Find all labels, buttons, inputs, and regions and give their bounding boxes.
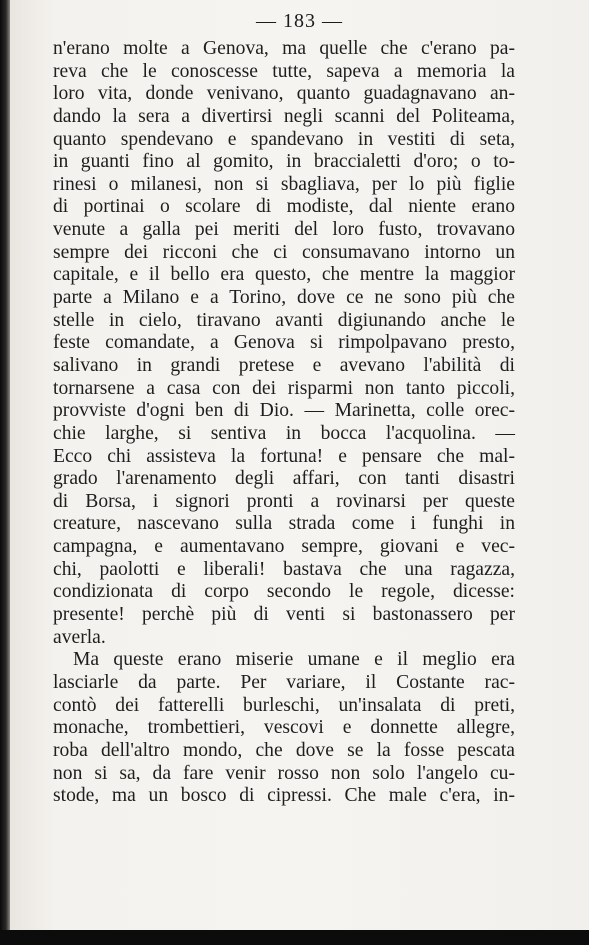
- text-line: feste comandate, a Genova si rimpolpavano presto,: [53, 332, 515, 354]
- text-line: grado l'arenamento degli affari, con tanti disastri: [53, 468, 515, 490]
- text-line: n'erano molte a Genova, ma quelle che c'erano pa-: [53, 38, 515, 59]
- text-line: roba dell'altro mondo, che dove se la fosse pescata: [53, 739, 515, 761]
- text-line: creature, nascevano sulla strada come i funghi in: [53, 513, 515, 535]
- body-text: [53, 38, 515, 808]
- text-line: sempre dei ricconi che ci consumavano intorno un: [53, 241, 515, 263]
- text-line: chie larghe, si sentiva in bocca l'acquolina. —: [53, 422, 515, 444]
- text-line: salivano in grandi pretese e avevano l'abilità di: [53, 354, 515, 376]
- text-line: condizionata di corpo secondo le regole, dicesse:: [53, 581, 515, 603]
- text-line: tornarsene a casa con dei risparmi non tanto piccoli,: [53, 377, 515, 399]
- text-line: Ecco chi assisteva la fortuna! e pensare che mal-: [53, 445, 515, 467]
- text-line: quanto spendevano e spandevano in vestiti di seta,: [53, 128, 515, 150]
- text-line: parte a Milano e a Torino, dove ce ne sono più che: [53, 287, 515, 309]
- text-line: contò dei fatterelli burleschi, un'insalata di preti,: [53, 694, 515, 716]
- page-bottom-edge: [0, 930, 589, 945]
- text-line: lasciarle da parte. Per variare, il Costante rac-: [53, 671, 515, 693]
- text-line: averla.: [53, 626, 106, 648]
- text-line: monache, trombettieri, vescovi e donnette allegre,: [53, 717, 515, 739]
- text-line: provviste d'ogni ben di Dio. — Marinetta, colle orec-: [53, 400, 515, 422]
- text-line: stode, ma un bosco di cipressi. Che male c'era, in-: [53, 785, 515, 807]
- text-line: reva che le conoscesse tutte, sapeva a memoria la: [53, 60, 515, 82]
- text-line: di portinai o scolare di modiste, dal niente erano: [53, 196, 515, 218]
- text-line: campagna, e aumentavano sempre, giovani e vec-: [53, 536, 515, 558]
- text-line: rinesi o milanesi, non si sbagliava, per lo più figlie: [53, 173, 515, 195]
- text-line: chi, paolotti e liberali! bastava che una ragazza,: [53, 558, 515, 580]
- text-line: stelle in cielo, tiravano avanti digiunando anche le: [53, 309, 515, 331]
- text-line: di Borsa, i signori pronti a rovinarsi per queste: [53, 490, 515, 512]
- page-number: — 183 —: [256, 10, 343, 32]
- book-page: [10, 0, 589, 930]
- book-binding-shadow: [0, 0, 10, 945]
- text-line: venute a galla pei meriti del loro fusto, trovavano: [53, 219, 515, 241]
- text-line: dando la sera a divertirsi negli scanni del Politeama,: [53, 105, 515, 127]
- text-line: loro vita, donde venivano, quanto guadagnavano an-: [53, 83, 515, 105]
- text-line: non si sa, da fare venir rosso non solo l'angelo cu-: [53, 762, 515, 784]
- text-line: Ma queste erano miserie umane e il meglio era: [73, 649, 515, 671]
- text-line: in guanti fino al gomito, in braccialetti d'oro; o to-: [53, 151, 515, 173]
- text-line: capitale, e il bello era questo, che mentre la maggior: [53, 264, 515, 286]
- text-line: presente! perchè più di venti si bastonassero per: [53, 604, 515, 626]
